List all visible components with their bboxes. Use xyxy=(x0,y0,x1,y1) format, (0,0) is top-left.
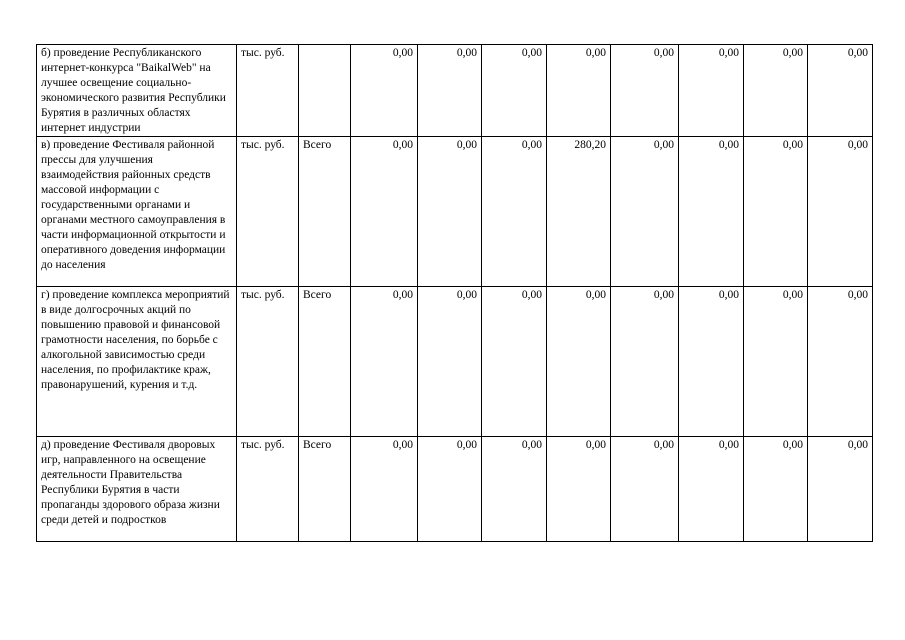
row-description: д) проведение Фестиваля дворовых игр, направленного на освещение деятельности Правительства Республики Бурятия в части пропаганды здорового образа жизни среди детей и подростков xyxy=(37,437,237,542)
value-cell: 0,00 xyxy=(547,287,611,437)
value-cell: 0,00 xyxy=(679,45,744,137)
row-description: б) проведение Республиканского интернет-конкурса "BaikalWeb" на лучшее освещение социально-экономического развития Республики Бурятия в различных областях интернет индустрии xyxy=(37,45,237,137)
value-cell: 0,00 xyxy=(744,137,808,287)
row-unit: тыс. руб. xyxy=(237,287,299,437)
value-cell: 0,00 xyxy=(351,137,418,287)
value-cell: 0,00 xyxy=(679,437,744,542)
value-cell: 280,20 xyxy=(547,137,611,287)
value-cell: 0,00 xyxy=(418,45,482,137)
value-cell: 0,00 xyxy=(482,137,547,287)
row-scope: Всего xyxy=(299,287,351,437)
value-cell: 0,00 xyxy=(744,45,808,137)
value-cell: 0,00 xyxy=(482,45,547,137)
value-cell: 0,00 xyxy=(808,137,873,287)
value-cell: 0,00 xyxy=(547,45,611,137)
table-row xyxy=(37,45,873,137)
value-cell: 0,00 xyxy=(482,287,547,437)
value-cell: 0,00 xyxy=(547,437,611,542)
value-cell: 0,00 xyxy=(611,437,679,542)
row-description: в) проведение Фестиваля районной прессы для улучшения взаимодействия районных средств массовой информации с государственными органами и органами местного самоуправления в части информационной открытости и оперативного доведения информации до населения xyxy=(37,137,237,287)
table-row xyxy=(37,287,873,437)
value-cell: 0,00 xyxy=(611,137,679,287)
value-cell: 0,00 xyxy=(351,437,418,542)
row-unit: тыс. руб. xyxy=(237,137,299,287)
value-cell: 0,00 xyxy=(679,137,744,287)
row-scope: Всего xyxy=(299,437,351,542)
table-row xyxy=(37,437,873,542)
row-description: г) проведение комплекса мероприятий в виде долгосрочных акций по повышению правовой и финансовой грамотности населения, по борьбе с алкогольной зависимостью среди населения, по профилактике краж, правонарушений, курения и т.д. xyxy=(37,287,237,437)
value-cell: 0,00 xyxy=(808,437,873,542)
value-cell: 0,00 xyxy=(744,437,808,542)
value-cell: 0,00 xyxy=(808,287,873,437)
value-cell: 0,00 xyxy=(611,287,679,437)
value-cell: 0,00 xyxy=(808,45,873,137)
table-row xyxy=(37,137,873,287)
value-cell: 0,00 xyxy=(351,287,418,437)
row-scope: Всего xyxy=(299,137,351,287)
value-cell: 0,00 xyxy=(611,45,679,137)
row-unit: тыс. руб. xyxy=(237,437,299,542)
value-cell: 0,00 xyxy=(418,437,482,542)
budget-table xyxy=(36,44,873,542)
row-unit: тыс. руб. xyxy=(237,45,299,137)
value-cell: 0,00 xyxy=(418,287,482,437)
value-cell: 0,00 xyxy=(679,287,744,437)
row-scope xyxy=(299,45,351,137)
value-cell: 0,00 xyxy=(482,437,547,542)
value-cell: 0,00 xyxy=(744,287,808,437)
value-cell: 0,00 xyxy=(351,45,418,137)
value-cell: 0,00 xyxy=(418,137,482,287)
